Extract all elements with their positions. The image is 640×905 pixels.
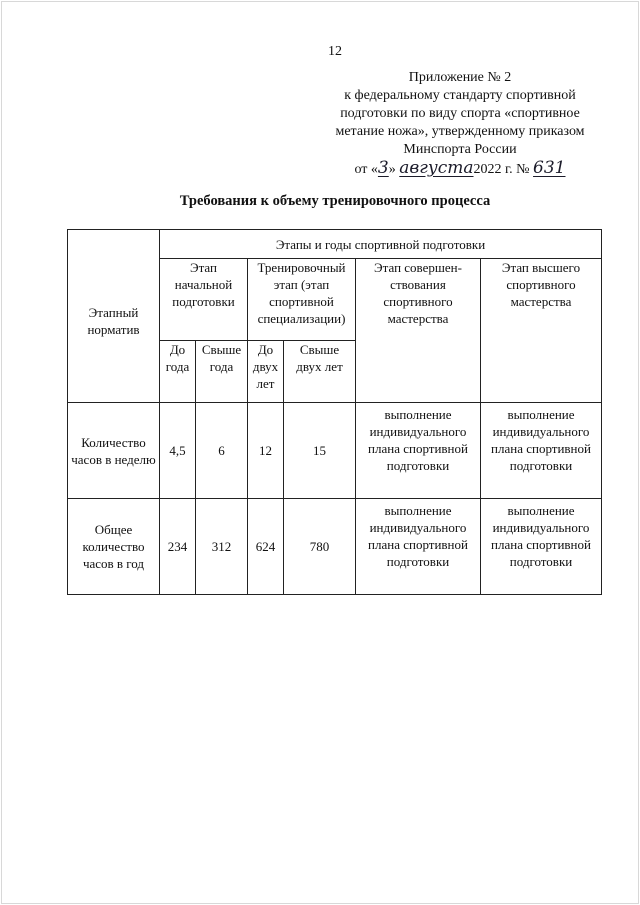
year-and-number-label: 2022 г. № bbox=[473, 162, 530, 177]
year-subheader: До двух лет bbox=[248, 341, 284, 403]
table-cell: 312 bbox=[196, 499, 248, 595]
order-date-line bbox=[320, 159, 600, 179]
table-cell: 624 bbox=[248, 499, 284, 595]
table-cell: 12 bbox=[248, 403, 284, 499]
appendix-header bbox=[320, 69, 600, 179]
appendix-line: метание ножа», утвержденному приказом bbox=[335, 124, 585, 139]
table-cell: выполнение индивидуального плана спортивной подготовки bbox=[481, 403, 602, 499]
year-subheader: До года bbox=[160, 341, 196, 403]
appendix-line: Приложение № 2 bbox=[408, 70, 512, 85]
table-cell: 6 bbox=[196, 403, 248, 499]
table-cell: выполнение индивидуального плана спортивной подготовки bbox=[356, 499, 481, 595]
year-subheader: Свыше двух лет bbox=[284, 341, 356, 403]
table-row bbox=[68, 499, 602, 595]
date-prefix: от « bbox=[354, 162, 378, 177]
table-cell: 4,5 bbox=[160, 403, 196, 499]
group-header: Этапы и годы спортивной подготовки bbox=[160, 230, 602, 259]
appendix-line: Минспорта России bbox=[403, 142, 517, 157]
table-row bbox=[68, 403, 602, 499]
page-number: 12 bbox=[328, 44, 342, 59]
handwritten-day: 3 bbox=[377, 158, 389, 178]
quote-close: » bbox=[388, 162, 396, 177]
requirements-table bbox=[67, 229, 602, 595]
table-cell: 780 bbox=[284, 499, 356, 595]
stage-header: Этап совершен-ствования спортивного мастерства bbox=[356, 259, 481, 403]
row-label: Общее количество часов в год bbox=[68, 499, 160, 595]
appendix-line: подготовки по виду спорта «спортивное bbox=[340, 106, 580, 121]
corner-header: Этапный норматив bbox=[68, 230, 160, 403]
document-title: Требования к объему тренировочного процесса bbox=[179, 193, 491, 209]
table-cell: 234 bbox=[160, 499, 196, 595]
table-cell: 15 bbox=[284, 403, 356, 499]
stage-header: Этап высшего спортивного мастерства bbox=[481, 259, 602, 403]
stage-header: Этап начальной подготовки bbox=[160, 259, 248, 341]
table-cell: выполнение индивидуального плана спортивной подготовки bbox=[356, 403, 481, 499]
table-cell: выполнение индивидуального плана спортивной подготовки bbox=[481, 499, 602, 595]
appendix-line: к федеральному стандарту спортивной bbox=[344, 88, 576, 103]
handwritten-month: августа bbox=[399, 158, 474, 178]
year-subheader: Свыше года bbox=[196, 341, 248, 403]
row-label: Количество часов в неделю bbox=[68, 403, 160, 499]
handwritten-order-number: 631 bbox=[533, 158, 566, 178]
stage-header: Тренировочный этап (этап спортивной специализации) bbox=[248, 259, 356, 341]
